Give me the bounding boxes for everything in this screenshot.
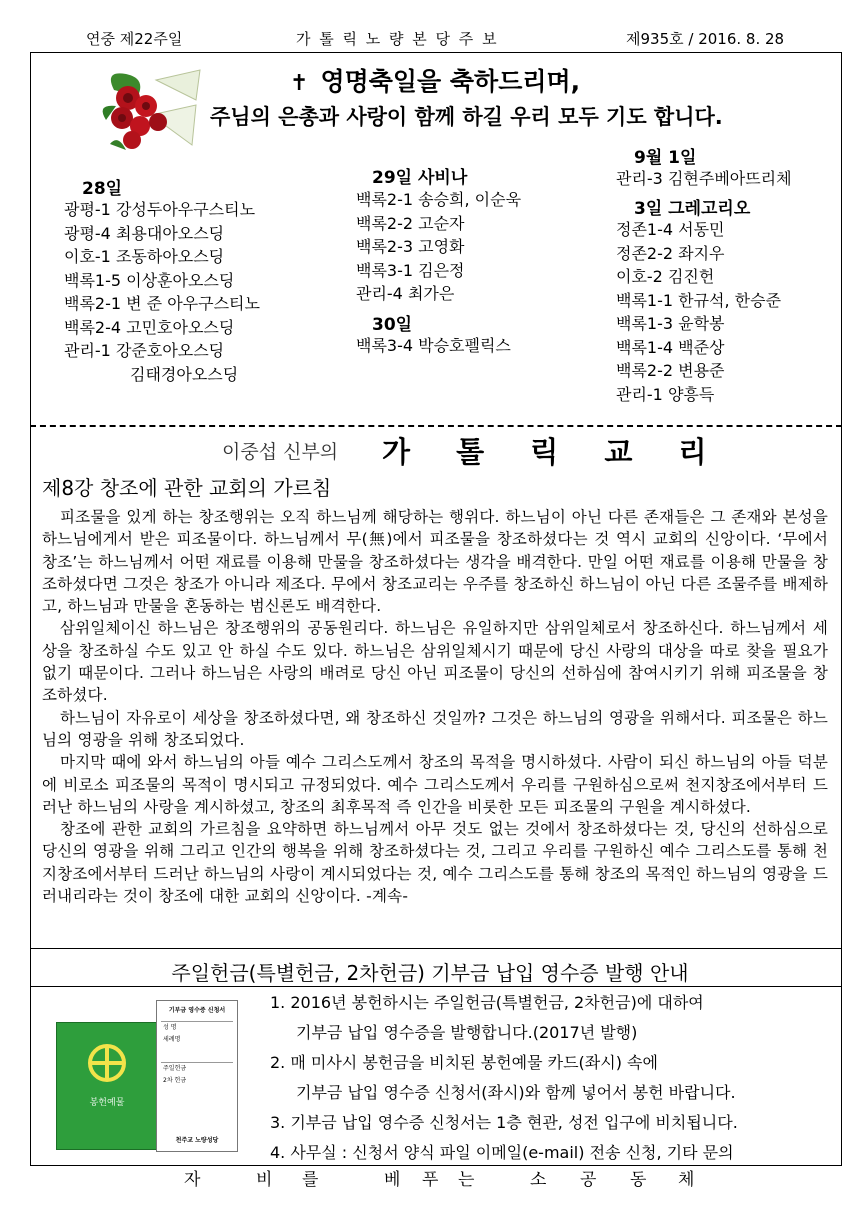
bulletin-title: 가 톨 릭 노 량 본 당 주 보 (296, 30, 499, 48)
card-label: 봉헌예물 (89, 1098, 125, 1108)
catechism-title: 가 톨 릭 교 리 (382, 435, 725, 469)
feast-day-29: 29일 사비나 (372, 168, 468, 188)
motto-char: 를 (302, 1170, 319, 1190)
feast-day-sep1: 9월 1일 (634, 148, 697, 168)
paragraph: 삼위일체이신 하느님은 창조행위의 공동원리다. 하느님은 유일하지만 삼위일체로서 창조하신다. 하느님께서 세상을 창조하실 수도 있고 안 하실 수도 있다. 하느님은 삼위일체시기 때문에 당신 사랑의 대상을 따로 찾을 필요가 없기 때문이다. 그러나 하느님은 사랑의 배려로 당신 아닌 피조물이 당신의 선하심에 참여시키기 위해 피조물을 창조하셨다. (42, 619, 828, 705)
list-item: 관리-1 양흥득 (616, 384, 715, 404)
list-item: 정존2-2 좌지우 (616, 243, 725, 263)
cross-icon: ✝ (290, 71, 309, 96)
list-item: 백록1-4 백준상 (616, 337, 725, 357)
feast-list-sep1 (616, 167, 792, 191)
notice-title: 주일헌금(특별헌금, 2차헌금) 기부금 납입 영수증 발행 안내 (171, 961, 689, 985)
list-item: 백록3-4 박승호펠릭스 (356, 336, 511, 355)
week-label: 연중 제22주일 (86, 30, 183, 48)
motto-char: 공 (580, 1170, 597, 1190)
celebration-subtitle: 주님의 은총과 사랑이 함께 하길 우리 모두 기도 합니다. (210, 105, 723, 129)
list-item: 백록2-1 변 준 아우구스티노 (64, 294, 260, 313)
motto-char: 는 (458, 1170, 475, 1190)
paragraph: 하느님이 자유로이 세상을 창조하셨다면, 왜 창조하신 것일까? 그것은 하느님의 영광을 위해서다. 피조물은 하느님의 영광을 위해 창조되었다. (42, 708, 828, 749)
header (0, 28, 860, 50)
catechism-body (42, 506, 828, 907)
section-divider (30, 425, 842, 427)
section-divider (30, 986, 842, 987)
form-field: 성 명 (163, 1024, 177, 1031)
list-item: 백록2-2 고순자 (356, 213, 465, 233)
list-item: 이호-1 조동하아오스딩 (64, 247, 225, 266)
list-item: 4. 사무실 : 신청서 양식 파일 이메일(e-mail) 전송 신청, 기타 문의 (270, 1143, 734, 1162)
list-item: 백록2-2 변용준 (616, 361, 725, 380)
feast-list-28 (64, 198, 260, 386)
lesson-title: 제8강 창조에 관한 교회의 가르침 (42, 476, 332, 500)
feast-list-29 (356, 188, 521, 306)
list-item: 광평-4 최용대아오스딩 (64, 223, 225, 243)
application-form (156, 1000, 238, 1152)
motto-char: 자 (184, 1170, 201, 1190)
paragraph: 창조에 관한 교회의 가르침을 요약하면 하느님께서 아무 것도 없는 것에서 창조하셨다는 것, 당신의 선하심으로 당신의 영광을 위해 그리고 인간의 행복을 위해 창조하셨다는 것, 그리고 우리를 구원하신 예수 그리스도를 통해 천지창조에서부터 드러난 하느님의 사랑이 계시되었다는 것, 예수 그리스도를 통해 창조의 목적인 하느님의 영광을 드러내리라는 것이 창조에 대한 교회의 신앙이다. -계속- (42, 820, 828, 906)
paragraph: 피조물을 있게 하는 창조행위는 오직 하느님께 해당하는 행위다. 하느님이 아닌 다른 존재들은 그 존재와 본성을 하느님에게서 받은 피조물이다. 하느님께서 무(無)에서 피조물을 창조하셨다는 것 역시 교회의 신앙이다. ‘무에서 창조’는 하느님께서 어떤 재료를 이용해 만물을 창조하셨다는 생각을 배격한다. 만일 어떤 재료를 이용해 만물을 창조하셨다면 그것은 창조가 아니라 제조다. 무에서 창조교리는 우주를 창조하신 하느님이 아닌 다른 조물주를 배제하고, 하느님과 만물을 혼동하는 범신론도 배격한다. (42, 508, 828, 616)
feast-day-3: 3일 그레고리오 (634, 199, 751, 219)
section-divider (30, 948, 842, 949)
list-item: 2. 매 미사시 봉헌금을 비치된 봉헌예물 카드(좌시) 속에 (270, 1053, 658, 1072)
list-item: 백록2-1 송승희, 이순욱 (356, 190, 522, 209)
celebration-title-text: 영명축일을 축하드리며, (320, 67, 581, 96)
motto-char: 베 (384, 1170, 401, 1190)
roses-image (96, 60, 206, 160)
feast-day-28: 28일 (82, 179, 123, 199)
motto-char: 푸 (422, 1170, 439, 1190)
feast-list-3 (616, 218, 781, 406)
list-item: 백록3-1 김은정 (356, 260, 465, 280)
list-item: 백록1-1 한규석, 한승준 (616, 290, 782, 310)
list-item: 3. 기부금 납입 영수증 신청서는 1층 현관, 성전 입구에 비치됩니다. (270, 1113, 738, 1132)
form-field: 주일헌금 (163, 1065, 187, 1072)
circle-cross-icon (87, 1043, 127, 1083)
list-item: 정존1-4 서동민 (616, 220, 725, 239)
list-item: 백록2-4 고민호아오스딩 (64, 317, 235, 337)
list-item: 관리-3 김현주베아뜨리체 (616, 169, 792, 188)
offering-card (56, 1022, 158, 1150)
list-item: 1. 2016년 봉헌하시는 주일헌금(특별헌금, 2차헌금)에 대하여 (270, 993, 704, 1012)
list-item: 이호-2 김진헌 (616, 267, 715, 286)
list-item: 관리-1 강준호아오스딩 (64, 341, 225, 360)
feast-day-30: 30일 (372, 315, 413, 335)
motto-char: 소 (530, 1170, 547, 1190)
form-field: 세례명 (163, 1036, 181, 1043)
issue-number: 제935호 / 2016. 8. 28 (626, 30, 785, 48)
form-title: 기부금 영수증 신청서 (168, 1007, 226, 1014)
celebration-title (290, 62, 580, 98)
catechism-author: 이중섭 신부의 (222, 441, 339, 463)
receipt-illustration (36, 1000, 236, 1156)
feast-list-30 (356, 334, 511, 358)
form-footer: 천주교 노량성당 (175, 1137, 219, 1144)
list-item: 백록1-3 윤학봉 (616, 314, 725, 333)
motto-char: 동 (630, 1170, 647, 1190)
notice-items (270, 988, 738, 1168)
list-item: 광평-1 강성두아우구스티노 (64, 200, 256, 219)
list-item: 기부금 납입 영수증 신청서(좌시)와 함께 넣어서 봉헌 바랍니다. (296, 1083, 736, 1102)
form-field: 2차 헌금 (163, 1077, 187, 1084)
list-item: 백록1-5 이상훈아오스딩 (64, 270, 235, 290)
motto-char: 체 (678, 1170, 695, 1190)
motto-char: 비 (256, 1170, 273, 1190)
list-item: 백록2-3 고영화 (356, 237, 465, 256)
list-item: 김태경아오스딩 (130, 364, 239, 384)
list-item: 관리-4 최가은 (356, 284, 455, 303)
list-item: 기부금 납입 영수증을 발행합니다.(2017년 발행) (296, 1023, 638, 1042)
paragraph: 마지막 때에 와서 하느님의 아들 예수 그리스도께서 창조의 목적을 명시하셨다. 사람이 되신 하느님의 아들 덕분에 비로소 피조물의 목적이 명시되고 규정되었다. 예수 그리스도께서 우리를 구원하심으로써 천지창조에서부터 드러난 하느님의 사랑을 계시하셨고, 창조의 최후목적 즉 인간을 비롯한 모든 피조물의 구원을 계시하셨다. (42, 753, 828, 816)
